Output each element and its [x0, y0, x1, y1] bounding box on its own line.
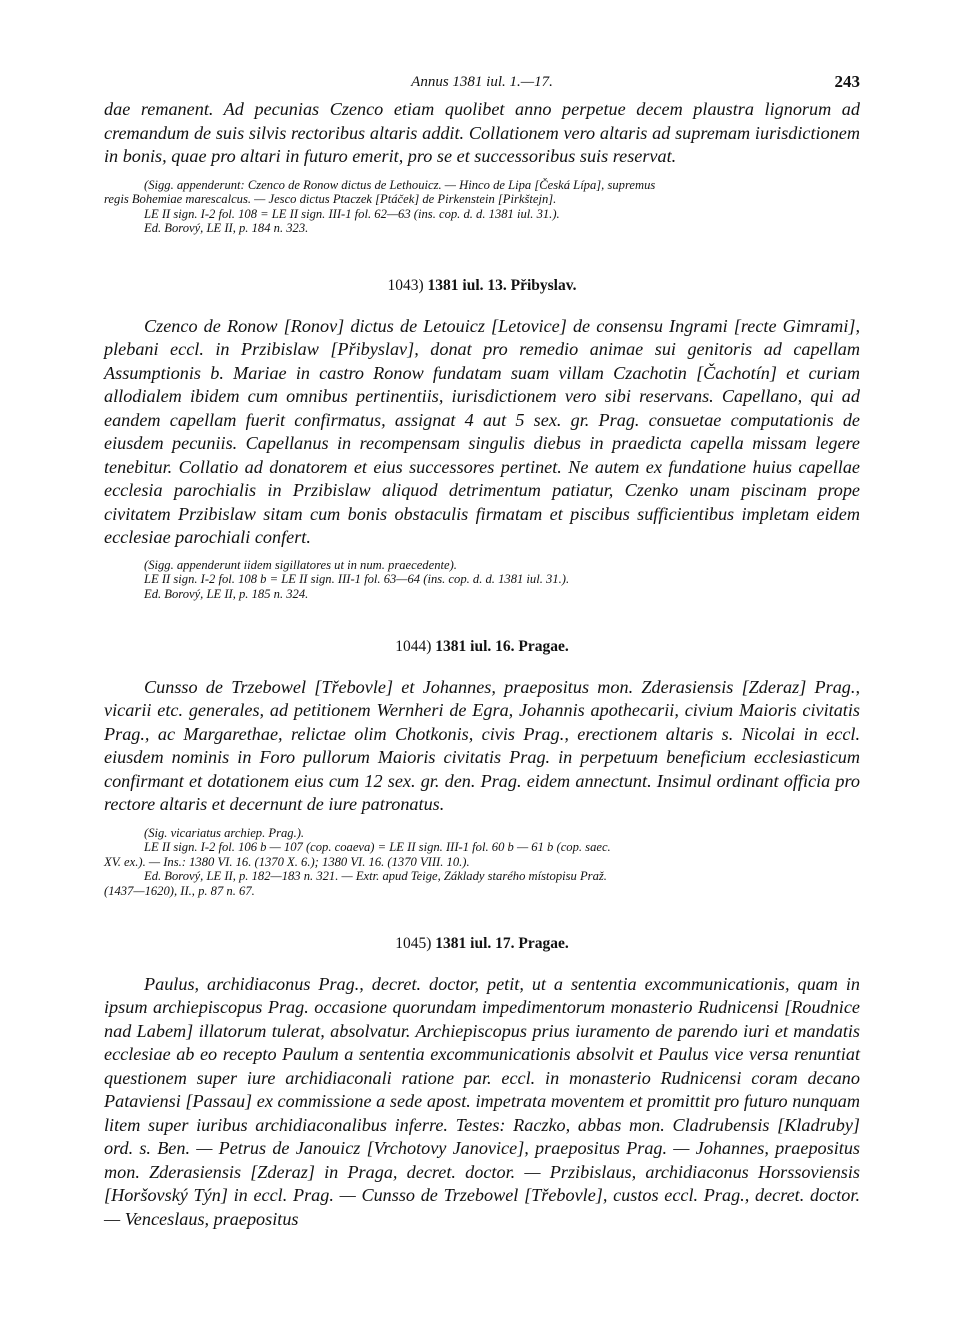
entry-text: Cunsso de Trzebowel [Třebovle] et Johannes, praepositus mon. Zderasiensis [Zderaz] Prag., vicarii etc. generales, ad petitionem Wernheri de Egra, Johannis apothecarii, civium Maioris civitatis Prag., ac Margarethae, relictae olim Chotkonis, civis Prag., erectionem altaris s. Nicolai in eccl. eiusdem nominis in Foro pullorum Maioris civitatis Prag. in perpetuum beneficium ecclesiasticum confirmant et dotationem eius cum 12 sex. gr. den. Prag. eidem annectunt. Insimul ordinant officia pro rectore altaris et decernunt de iure patronatus.: [104, 676, 860, 815]
entry-number: 1044): [395, 637, 432, 655]
entry-date-place: 1381 iul. 16. Pragae.: [435, 637, 569, 655]
note-line: Ed. Borový, LE II, p. 182—183 n. 321. — Extr. apud Teige, Základy starého místopisu Praž.: [144, 869, 607, 884]
note-line: (Sigg. appenderunt iidem sigillatores ut in num. praecedente).: [144, 557, 457, 572]
continuation-notes: [104, 178, 860, 236]
entry-date-place: 1381 iul. 17. Pragae.: [435, 934, 569, 952]
running-head: [104, 72, 860, 98]
page-number: 243: [834, 72, 860, 91]
note-line: LE II sign. I-2 fol. 108 b = LE II sign. III-1 fol. 63—64 (ins. cop. d. d. 1381 iul. 31.).: [144, 572, 570, 587]
entry-text: Czenco de Ronow [Ronov] dictus de Letouicz [Letovice] de consensu Ingrami [recte Gimrami], plebani eccl. in Przibislaw [Přibyslav], donat pro remedio animae sui genitoris ad capellam Assumptionis b. Mariae in castro Ronow fundatam suam villam Czachotin [Čachotín] et curiam allodialem ibidem cum omnibus pertinentiis, iurisdictionem vero sibi reservans. Capellano, qui ad eandem capellam fuerit confirmatus, assignat 4 aut 5 sex. gr. Prag. consuetae computationis de eiusdem pecuniis. Capellanus in recompensam singulis diebus in praedicta capella missam legere tenebitur. Collatio ad donatorem et eius successores pertinet. Ne autem ex fundatione huius capellae ecclesia parochialis in Przibislaw aliquod detrimentum patiatur, Czenko unam piscinam prope civitatem Przibislaw sitam cum bonis obstaculis firmatam et piscibus sufficientibus impletam eidem ecclesiae parochiali confert.: [104, 315, 860, 548]
note-line: XV. ex.). — Ins.: 1380 VI. 16. (1370 X. 6.); 1380 VI. 16. (1370 VIII. 10.).: [104, 854, 470, 869]
entry-text: Paulus, archidiaconus Prag., decret. doctor, petit, ut a sententia excommunicationis, quam in ipsum archiepiscopus Prag. occasione quorundam impedimentorum monasterio Rudnicensi [Roudnice nad Labem] illatorum tulerat, absolvatur. Archiepiscopus prius iuramento de parendo iuri et mandatis ecclesiae ab eo recepto Paulum a sententia excommunicationis absolvit et Paulus vice versa renuntiat questionem super iure archidiaconali ratione par. eccl. in monasterio Rudnicensi coram decano Pataviensi [Passau] ex commissione a sede apost. impetrata moventem et promittit pro futuro nunquam litem super iuribus archidiaconalibus inferre. Testes: Raczko, abbas mon. Cladrubensis [Kladruby] ord. s. Ben. — Petrus de Janouicz [Vrchotovy Janovice], praepositus Prag. — Johannes, praepositus mon. Zderasiensis [Zderaz] in Praga, decret. doctor. — Przibislaus, archidiaconus Horssoviensis [Horšovský Týn] in eccl. Prag. — Cunsso de Trzebowel [Třebovle], custos eccl. Prag., decret. doctor. — Venceslaus, praepositus: [104, 973, 860, 1229]
note-line: Ed. Borový, LE II, p. 184 n. 323.: [144, 221, 309, 236]
note-line: (Sig. vicariatus archiep. Prag.).: [144, 825, 305, 840]
entry-heading: [104, 277, 860, 295]
running-title: Annus 1381 iul. 1.—17.: [411, 74, 553, 90]
note-line: LE II sign. I-2 fol. 108 = LE II sign. III-1 fol. 62—63 (ins. cop. d. d. 1381 iul. 31.).: [144, 206, 560, 221]
entry-number: 1043): [387, 276, 424, 294]
continuation-paragraph: dae remanent. Ad pecunias Czenco etiam quolibet anno perpetue decem plaustra lignorum ad cremandum de suis silvis rectoribus altaris addit. Collationem vero altaris ad supremam iurisdictionem in bonis, quae pro altari in futuro emerit, pro se et successoribus suis reservat.: [104, 99, 860, 166]
document-page: [104, 72, 860, 1231]
entry-number: 1045): [395, 934, 432, 952]
note-line: LE II sign. I-2 fol. 106 b — 107 (cop. coaeva) = LE II sign. III-1 fol. 60 b — 61 b (cop. saec.: [144, 840, 611, 855]
note-line: regis Bohemiae marescalcus. — Jesco dictus Ptaczek [Ptáček] de Pirkenstein [Pirkštejn].: [104, 192, 557, 207]
entry-heading: [104, 638, 860, 656]
entry-notes: [104, 558, 860, 602]
note-line: (Sigg. appenderunt: Czenco de Ronow dictus de Lethouicz. — Hinco de Lipa [Česká Lípa], supremus: [144, 177, 656, 192]
entry-heading: [104, 935, 860, 953]
entry-notes: [104, 826, 860, 899]
entry-date-place: 1381 iul. 13. Přibyslav.: [427, 276, 577, 294]
note-line: (1437—1620), II., p. 87 n. 67.: [104, 884, 255, 899]
note-line: Ed. Borový, LE II, p. 185 n. 324.: [144, 587, 309, 602]
